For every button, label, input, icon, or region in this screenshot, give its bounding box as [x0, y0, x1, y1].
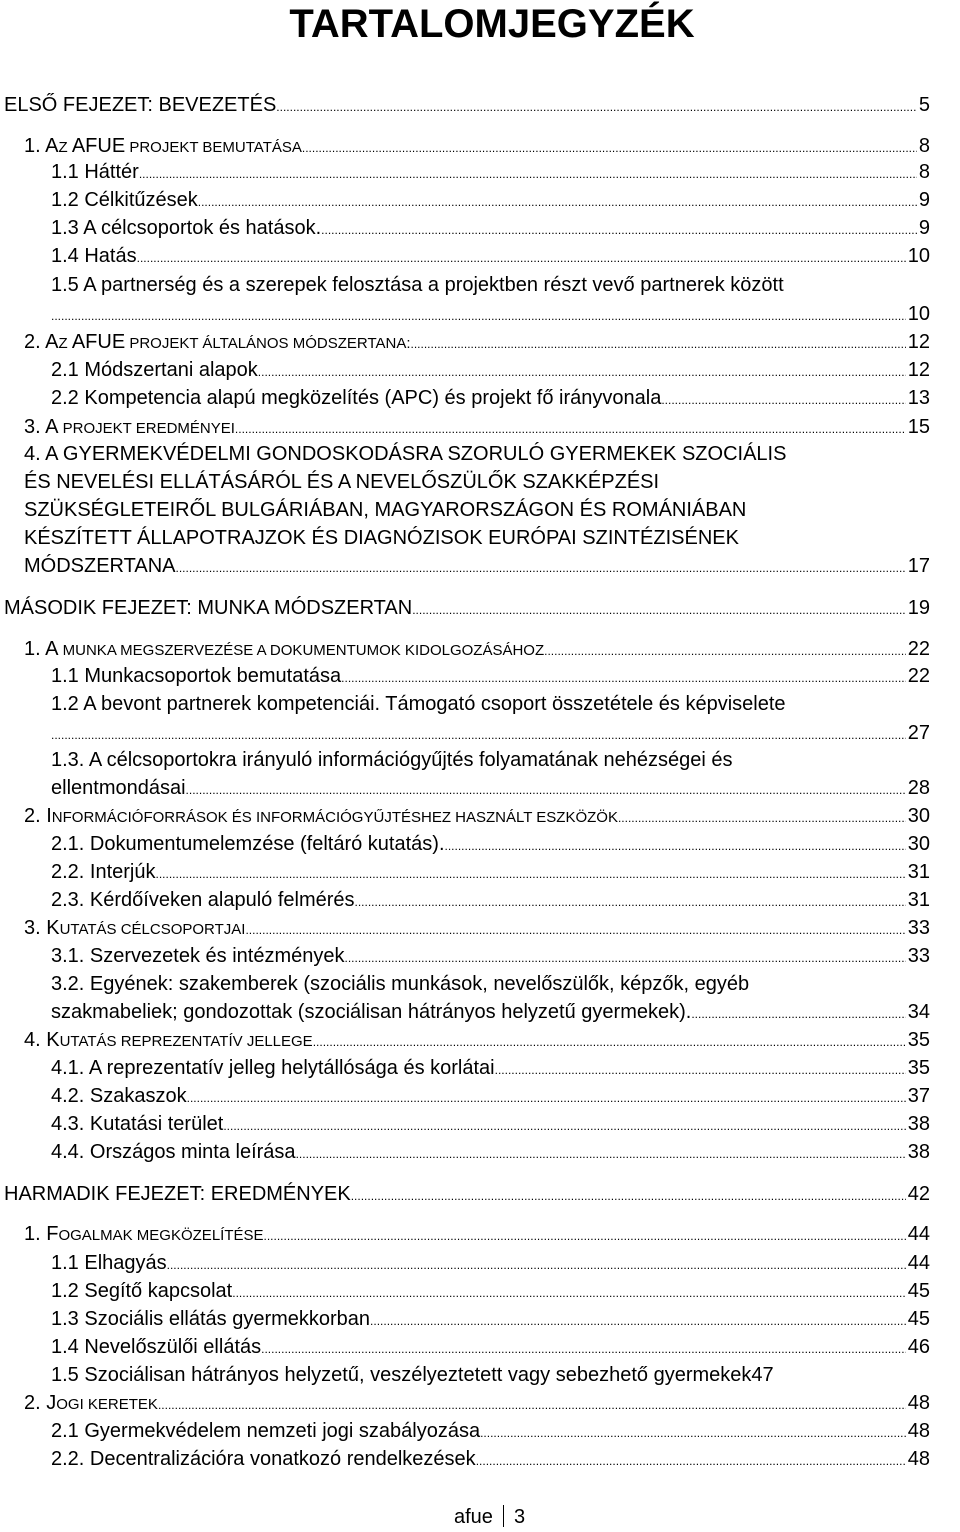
toc-entry-text: 2.1. Dokumentumelemzése (feltáró kutatás).: [51, 833, 445, 855]
toc-page-number: 31: [907, 861, 930, 883]
toc-page-number: 46: [907, 1336, 930, 1358]
toc-entry-text: 3.2. Egyének: szakemberek (szociális munkások, nevelőszülők, képzők, egyéb: [51, 973, 750, 995]
toc-entry-label: [51, 1444, 476, 1474]
toc-entry[interactable]: [24, 495, 960, 525]
toc-entry-text: PROJEKT ÁLTALÁNOS MÓDSZERTANA:: [125, 335, 411, 352]
toc-entry-label: [51, 355, 258, 385]
toc-entry-label: [24, 467, 659, 497]
toc-entry-label: [51, 829, 445, 859]
toc-entry-text: 3. K: [24, 917, 60, 939]
toc-entry[interactable]: [51, 270, 960, 300]
toc-entry-label: [51, 689, 786, 719]
toc-entry-label: [51, 213, 321, 243]
toc-page-number: 27: [907, 722, 930, 744]
toc-entry-text: 1. A: [24, 638, 59, 660]
toc-entry-label: [4, 593, 412, 623]
toc-entry[interactable]: [51, 718, 930, 748]
toc-entry[interactable]: [24, 412, 930, 442]
toc-entry-label: [51, 383, 661, 413]
toc-entry-text: 2. A: [24, 331, 59, 353]
toc-entry-label: [51, 157, 139, 187]
dot-leader: [264, 1219, 906, 1251]
toc-entry[interactable]: [51, 213, 930, 243]
toc-entry-text: 2.1 Gyermekvédelem nemzeti jogi szabályozása: [51, 1420, 481, 1442]
toc-entry[interactable]: [4, 90, 930, 120]
toc-entry-label: [51, 270, 784, 300]
toc-page-number: 38: [907, 1141, 930, 1163]
toc-entry-text: 1.1 Háttér: [51, 161, 139, 183]
toc-entry-label: [24, 1219, 264, 1251]
toc-page-number: 19: [907, 597, 930, 619]
toc-entry-text: szakmabeliek; gondozottak (szociálisan hátrányos helyzetű gyermekek).: [51, 1001, 692, 1023]
toc-entry-text: 1. F: [24, 1223, 59, 1245]
toc-entry-text: 2. I: [24, 805, 52, 827]
toc-entry[interactable]: [24, 1388, 930, 1418]
toc-entry[interactable]: [51, 1109, 930, 1139]
toc-entry[interactable]: [51, 1304, 930, 1334]
toc-entry-label: [51, 241, 137, 271]
toc-entry-text: 4.1. A reprezentatív jelleg helytállósága és korlátai: [51, 1057, 495, 1079]
toc-page-number: 48: [907, 1448, 930, 1470]
toc-entry-text: 4. A GYERMEKVÉDELMI GONDOSKODÁSRA SZORULÓ GYERMEKEK SZOCIÁLIS: [24, 443, 787, 465]
toc-page-number: 12: [907, 331, 930, 353]
toc-page-number: 31: [907, 889, 930, 911]
toc-entry[interactable]: [51, 745, 960, 775]
dot-leader: [137, 241, 906, 273]
toc-entry[interactable]: [51, 1332, 930, 1362]
toc-entry-text: 2. J: [24, 1392, 57, 1414]
toc-page-number: 5: [918, 94, 930, 116]
toc-page-number: 44: [907, 1252, 930, 1274]
toc-page-number: 30: [907, 805, 930, 827]
toc-page-number: 42: [907, 1183, 930, 1205]
toc-page-number: 37: [907, 1085, 930, 1107]
toc-page-number: 13: [907, 387, 930, 409]
toc-entry-text: MUNKA MEGSZERVEZÉSE A DOKUMENTUMOK KIDOLGOZÁSÁHOZ: [58, 642, 545, 659]
toc-entry[interactable]: [51, 299, 930, 329]
toc-page-number: 17: [907, 555, 930, 577]
toc-entry-label: [51, 1248, 167, 1278]
toc-entry[interactable]: [51, 1276, 930, 1306]
toc-entry-text: 1.2 Segítő kapcsolat: [51, 1280, 233, 1302]
toc-entry[interactable]: [24, 551, 930, 581]
toc-entry-label: [51, 1137, 296, 1167]
toc-entry-label: [51, 969, 749, 999]
toc-entry[interactable]: [24, 801, 930, 831]
toc-page-number: 48: [907, 1420, 930, 1442]
toc-entry-text: 3.1. Szervezetek és intézmények: [51, 945, 345, 967]
dot-leader: [351, 1179, 906, 1211]
toc-entry[interactable]: [51, 355, 930, 385]
toc-entry-text: 3. A: [24, 416, 59, 438]
toc-entry-label: [51, 1276, 232, 1306]
toc-entry-text: PROJEKT EREDMÉNYEI: [58, 420, 235, 437]
toc-entry-label: [4, 1179, 351, 1209]
toc-entry[interactable]: [4, 1179, 930, 1209]
toc-page-number: 48: [907, 1392, 930, 1414]
page-footer: [454, 1502, 525, 1532]
toc-entry[interactable]: [51, 1081, 930, 1111]
dot-leader: [276, 90, 917, 122]
toc-entry-text: AFUE: [71, 135, 126, 157]
toc-entry[interactable]: [24, 1025, 930, 1055]
toc-entry-text: 1.5 A partnerség és a szerepek felosztása a projektben részt vevő partnerek között: [51, 274, 784, 296]
page-title: TARTALOMJEGYZÉK: [289, 2, 695, 46]
toc-entry-text: 2.3. Kérdőíveken alapuló felmérés: [51, 889, 355, 911]
toc-entry[interactable]: [24, 467, 960, 497]
toc-entry[interactable]: [51, 1248, 930, 1278]
toc-entry-text: 2.2. Decentralizációra vonatkozó rendelkezések: [51, 1448, 476, 1470]
dot-leader: [476, 1444, 906, 1476]
toc-entry-label: [51, 857, 156, 887]
toc-entry-text: 2.2 Kompetencia alapú megközelítés (APC) és projekt fő irányvonala: [51, 387, 662, 409]
toc-page-number: 30: [907, 833, 930, 855]
toc-entry-text: 2.1 Módszertani alapok: [51, 359, 258, 381]
toc-page-number: 28: [907, 777, 930, 799]
toc-page-number: 45: [907, 1280, 930, 1302]
toc-page-number: 22: [907, 665, 930, 687]
toc-entry-text: MÓDSZERTANA: [24, 555, 176, 577]
toc-entry-text: Z: [58, 139, 72, 156]
dot-leader: [412, 593, 906, 625]
toc-entry[interactable]: [51, 185, 930, 215]
toc-entry[interactable]: [51, 383, 930, 413]
toc-entry-label: [4, 90, 276, 120]
toc-entry[interactable]: [51, 1416, 930, 1446]
toc-entry-label: [24, 523, 739, 553]
toc-entry[interactable]: [51, 969, 960, 999]
toc-page-number: 34: [907, 1001, 930, 1023]
toc-entry[interactable]: [24, 327, 930, 357]
toc-entry-text: 4. K: [24, 1029, 60, 1051]
toc-entry-text: Z: [58, 335, 72, 352]
toc-entry-label: [24, 439, 786, 469]
toc-page-number: 44: [907, 1223, 930, 1245]
toc-entry-text: OGI KERETEK: [56, 1396, 158, 1413]
toc-entry-label: [51, 941, 344, 971]
toc-entry-text: 1.1 Elhagyás: [51, 1252, 167, 1274]
toc-page-number: 10: [907, 245, 930, 267]
toc-entry-text: 1.5 Szociálisan hátrányos helyzetű, veszélyeztetett vagy sebezhető gyermekek47: [51, 1364, 774, 1386]
toc-entry-text: 4.3. Kutatási terület: [51, 1113, 224, 1135]
toc-entry-label: [51, 773, 186, 803]
toc-entry-label: [51, 1416, 480, 1446]
toc-entry[interactable]: [51, 1360, 960, 1390]
toc-entry-text: ellentmondásai: [51, 777, 186, 799]
toc-page-number: 45: [907, 1308, 930, 1330]
toc-entry[interactable]: [24, 439, 960, 469]
toc-entry-label: [24, 495, 746, 525]
toc-entry-text: OGALMAK MEGKÖZELÍTÉSE: [58, 1227, 264, 1244]
toc-entry-label: [51, 1304, 370, 1334]
toc-entry[interactable]: [51, 829, 930, 859]
toc-entry-text: UTATÁS REPREZENTATÍV JELLEGE: [59, 1033, 313, 1050]
toc-entry[interactable]: [51, 773, 930, 803]
toc-page-number: 8: [918, 161, 930, 183]
toc-page-number: 22: [907, 638, 930, 660]
toc-entry-text: 1.2 Célkitűzések: [51, 189, 198, 211]
toc-entry-label: [51, 1081, 187, 1111]
toc-entry-text: 1.4 Hatás: [51, 245, 137, 267]
toc-entry[interactable]: [24, 634, 930, 664]
toc-entry[interactable]: [51, 689, 960, 719]
toc-entry-text: 1.2 A bevont partnerek kompetenciái. Támogató csoport összetétele és képviselete: [51, 693, 786, 715]
toc-entry-label: [51, 885, 355, 915]
toc-page-number: 33: [907, 945, 930, 967]
toc-entry[interactable]: [51, 1053, 930, 1083]
toc-entry-text: MÁSODIK FEJEZET: MUNKA MÓDSZERTAN: [4, 597, 413, 619]
toc-entry-text: HARMADIK FEJEZET: EREDMÉNYEK: [4, 1183, 351, 1205]
toc-entry-label: [51, 1053, 495, 1083]
toc-entry-text: 1.3 A célcsoportok és hatások.: [51, 217, 322, 239]
toc-page-number: 15: [907, 416, 930, 438]
toc-entry[interactable]: [51, 885, 930, 915]
toc-page-number: 35: [907, 1029, 930, 1051]
toc-page-number: 9: [918, 217, 930, 239]
toc-entry[interactable]: [51, 661, 930, 691]
toc-entry-text: 2.2. Interjúk: [51, 861, 156, 883]
toc-page-number: 33: [907, 917, 930, 939]
toc-entry-text: 4.4. Országos minta leírása: [51, 1141, 296, 1163]
toc-entry-text: 1.3. A célcsoportokra irányuló információgyűjtés folyamatának nehézségei és: [51, 749, 733, 771]
page-number: 3: [513, 1506, 526, 1528]
toc-page-number: 12: [907, 359, 930, 381]
toc-entry[interactable]: [4, 593, 930, 623]
toc-entry-text: 1. A: [24, 135, 59, 157]
toc-entry-text: 1.3 Szociális ellátás gyermekkorban: [51, 1308, 371, 1330]
toc-entry-text: 1.4 Nevelőszülői ellátás: [51, 1336, 262, 1358]
toc-entry[interactable]: [51, 157, 930, 187]
toc-entry[interactable]: [24, 913, 930, 943]
toc-entry-text: PROJEKT BEMUTATÁSA: [125, 139, 302, 156]
toc-entry-text: 4.2. Szakaszok: [51, 1085, 187, 1107]
toc-entry-text: KÉSZÍTETT ÁLLAPOTRAJZOK ÉS DIAGNÓZISOK EURÓPAI SZINTÉZISÉNEK: [24, 527, 739, 549]
dot-leader: [176, 551, 906, 583]
toc-entry-text: NFORMÁCIÓFORRÁSOK ÉS INFORMÁCIÓGYŰJTÉSHEZ HASZNÁLT ESZKÖZÖK: [51, 809, 618, 826]
toc-entry[interactable]: [51, 1444, 930, 1474]
dot-leader: [661, 383, 905, 415]
toc-entry[interactable]: [24, 1219, 930, 1249]
toc-entry-label: [51, 997, 691, 1027]
toc-page-number: 8: [918, 135, 930, 157]
toc-entry[interactable]: [51, 997, 930, 1027]
toc-entry-label: [51, 185, 198, 215]
toc-entry[interactable]: [51, 857, 930, 887]
toc-page-number: 9: [918, 189, 930, 211]
footer-separator: [503, 1505, 504, 1527]
toc-entry-label: [24, 551, 176, 581]
toc-page-number: 10: [907, 303, 930, 325]
toc-entry-text: ÉS NEVELÉSI ELLÁTÁSÁRÓL ÉS A NEVELŐSZÜLŐK SZAKKÉPZÉSI: [24, 471, 660, 493]
toc-entry[interactable]: [51, 941, 930, 971]
toc-entry-text: ELSŐ FEJEZET: BEVEZETÉS: [4, 94, 277, 116]
toc-entry[interactable]: [24, 523, 960, 553]
toc-entry[interactable]: [51, 241, 930, 271]
toc-entry-label: [51, 1332, 261, 1362]
toc-entry-label: [51, 1109, 223, 1139]
toc-entry-text: UTATÁS CÉLCSOPORTJAI: [59, 921, 246, 938]
toc-entry[interactable]: [51, 1137, 930, 1167]
toc-entry-label: [51, 661, 341, 691]
toc-entry-text: 1.1 Munkacsoportok bemutatása: [51, 665, 342, 687]
toc-page-number: 35: [907, 1057, 930, 1079]
toc-entry-text: AFUE: [71, 331, 126, 353]
toc-page-number: 38: [907, 1113, 930, 1135]
toc-entry-label: [51, 1360, 774, 1390]
dot-leader: [296, 1137, 906, 1169]
toc-entry-text: SZÜKSÉGLETEIRŐL BULGÁRIÁBAN, MAGYARORSZÁGON ÉS ROMÁNIÁBAN: [24, 499, 747, 521]
footer-label: afue: [454, 1506, 493, 1528]
toc-entry-label: [51, 745, 733, 775]
